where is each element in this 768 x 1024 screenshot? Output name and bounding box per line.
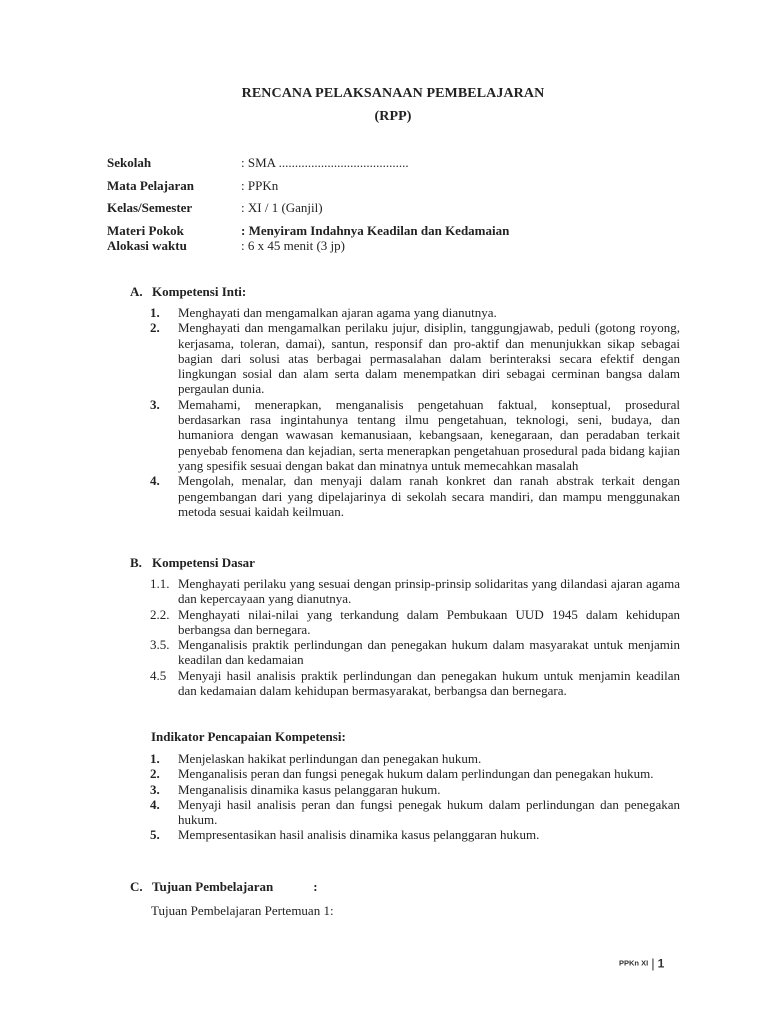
footer-text: PPKn XI	[619, 958, 649, 968]
section-title: Kompetensi Dasar	[152, 555, 255, 570]
item-text: Menghayati dan mengamalkan ajaran agama yang dianutnya.	[178, 305, 497, 320]
list-item	[150, 751, 680, 766]
document-title: RENCANA PELAKSANAAN PEMBELAJARAN	[241, 86, 545, 101]
item-number: 3.	[150, 781, 160, 797]
kompetensi-inti-list	[150, 305, 680, 519]
item-text: Menganalisis praktik perlindungan dan penegakan hukum dalam masyarakat untuk menjamin keadilan dan kedamaian	[178, 637, 680, 668]
item-text: Menyaji hasil analisis peran dan fungsi penegak hukum dalam perlindungan dan penegakan hukum.	[178, 796, 680, 828]
item-text: Menganalisis peran dan fungsi penegak hukum dalam perlindungan dan penegakan hukum.	[178, 766, 654, 782]
item-number: 1.1.	[150, 576, 170, 591]
kompetensi-dasar-list	[150, 576, 680, 698]
section-title: Tujuan Pembelajaran	[152, 879, 274, 894]
section-letter: A.	[130, 284, 143, 299]
item-number: 1.	[150, 751, 160, 766]
list-item	[150, 637, 680, 668]
list-item	[150, 320, 680, 396]
info-label: Materi Pokok	[107, 223, 184, 238]
section-heading-b	[130, 555, 255, 571]
item-text: Menjelaskan hakikat perlindungan dan penegakan hukum.	[178, 751, 482, 766]
item-text: Menghayati perilaku yang sesuai dengan prinsip-prinsip solidaritas yang dilandasi ajaran agama dan kepercayaan yang dianutnya.	[178, 576, 680, 607]
list-item	[150, 766, 680, 781]
item-number: 4.5	[150, 667, 167, 683]
list-item	[150, 576, 680, 607]
item-number: 5.	[150, 827, 160, 843]
info-value: : Menyiram Indahnya Keadilan dan Kedamaian	[241, 223, 510, 238]
document-subtitle: (RPP)	[374, 109, 412, 124]
item-number: 4.	[150, 796, 160, 812]
list-item	[150, 607, 680, 638]
info-label: Mata Pelajaran	[107, 178, 195, 193]
section-heading-c	[130, 879, 318, 895]
info-label: Alokasi waktu	[107, 238, 187, 253]
item-number: 2.2.	[150, 606, 170, 622]
footer-separator: |	[651, 955, 655, 971]
item-text: Menghayati nilai-nilai yang terkandung dalam Pembukaan UUD 1945 dalam kehidupan berbangsa dan bernegara.	[178, 606, 680, 637]
item-text: Mempresentasikan hasil analisis dinamika kasus pelanggaran hukum.	[178, 827, 540, 843]
item-text: Memahami, menerapkan, menganalisis pengetahuan faktual, konseptual, prosedural berdasarkan rasa ingintahunya tentang ilmu pengetahuan, teknologi, seni, budaya, dan humaniora dengan wawasan kemanusiaan, kebangsaan, kenegaraan, dan peradaban terkait penyebab fenomena dan kejadian, serta menerapkan pengetahuan prosedural pada bidang kajian yang spesifik sesuai dengan bakat dan minatnya untuk memecahkan masalah	[178, 396, 680, 473]
item-number: 4.	[150, 473, 160, 489]
list-item	[150, 782, 680, 797]
item-number: 3.	[150, 396, 160, 412]
item-text: Menyaji hasil analisis praktik perlindungan dan penegakan hukum untuk menjamin keadilan dan kedamaian dalam kehidupan bermasyarakat, berbangsa dan bernegara.	[178, 667, 680, 699]
info-value: : PPKn	[241, 178, 279, 193]
item-number: 3.5.	[150, 637, 170, 653]
item-text: Menganalisis dinamika kasus pelanggaran hukum.	[178, 781, 441, 797]
list-item	[150, 668, 680, 699]
item-number: 1.	[150, 305, 160, 320]
info-value: : XI / 1 (Ganjil)	[241, 200, 323, 215]
section-title: Kompetensi Inti:	[152, 284, 247, 299]
item-number: 2.	[150, 766, 160, 782]
info-label: Sekolah	[107, 155, 152, 170]
info-value: : 6 x 45 menit (3 jp)	[241, 238, 345, 253]
section-heading-a	[130, 284, 246, 300]
tujuan-pertemuan-1: Tujuan Pembelajaran Pertemuan 1:	[151, 903, 334, 918]
list-item	[150, 797, 680, 828]
item-text: Mengolah, menalar, dan menyaji dalam ranah konkret dan ranah abstrak terkait dengan pengembangan dari yang dipelajarinya di sekolah secara mandiri, dan mampu menggunakan metoda sesuai kaidah keilmuan.	[178, 473, 680, 519]
list-item	[150, 397, 680, 473]
section-letter: B.	[130, 555, 142, 570]
item-text: Menghayati dan mengamalkan perilaku jujur, disiplin, tanggungjawab, peduli (gotong royong, kerjasama, toleran, damai), santun, responsif dan pro-aktif dan menunjukkan sikap sebagai bagian dari solusi atas berbagai permasalahan dalam berinteraksi secara efektif dengan lingkungan sosial dan alam serta dalam menempatkan diri sebagai cerminan bangsa dalam pergaulan dunia.	[178, 320, 680, 397]
info-label: Kelas/Semester	[107, 200, 193, 215]
section-letter: C.	[130, 879, 143, 894]
indikator-heading: Indikator Pencapaian Kompetensi:	[151, 729, 346, 744]
item-number: 2.	[150, 320, 160, 336]
indikator-list	[150, 751, 680, 843]
info-value: : SMA ........................................	[241, 155, 409, 170]
page-number: 1	[657, 956, 665, 971]
section-colon: :	[313, 879, 318, 894]
list-item	[150, 305, 680, 320]
list-item	[150, 827, 680, 842]
page-footer	[619, 955, 664, 972]
list-item	[150, 473, 680, 519]
